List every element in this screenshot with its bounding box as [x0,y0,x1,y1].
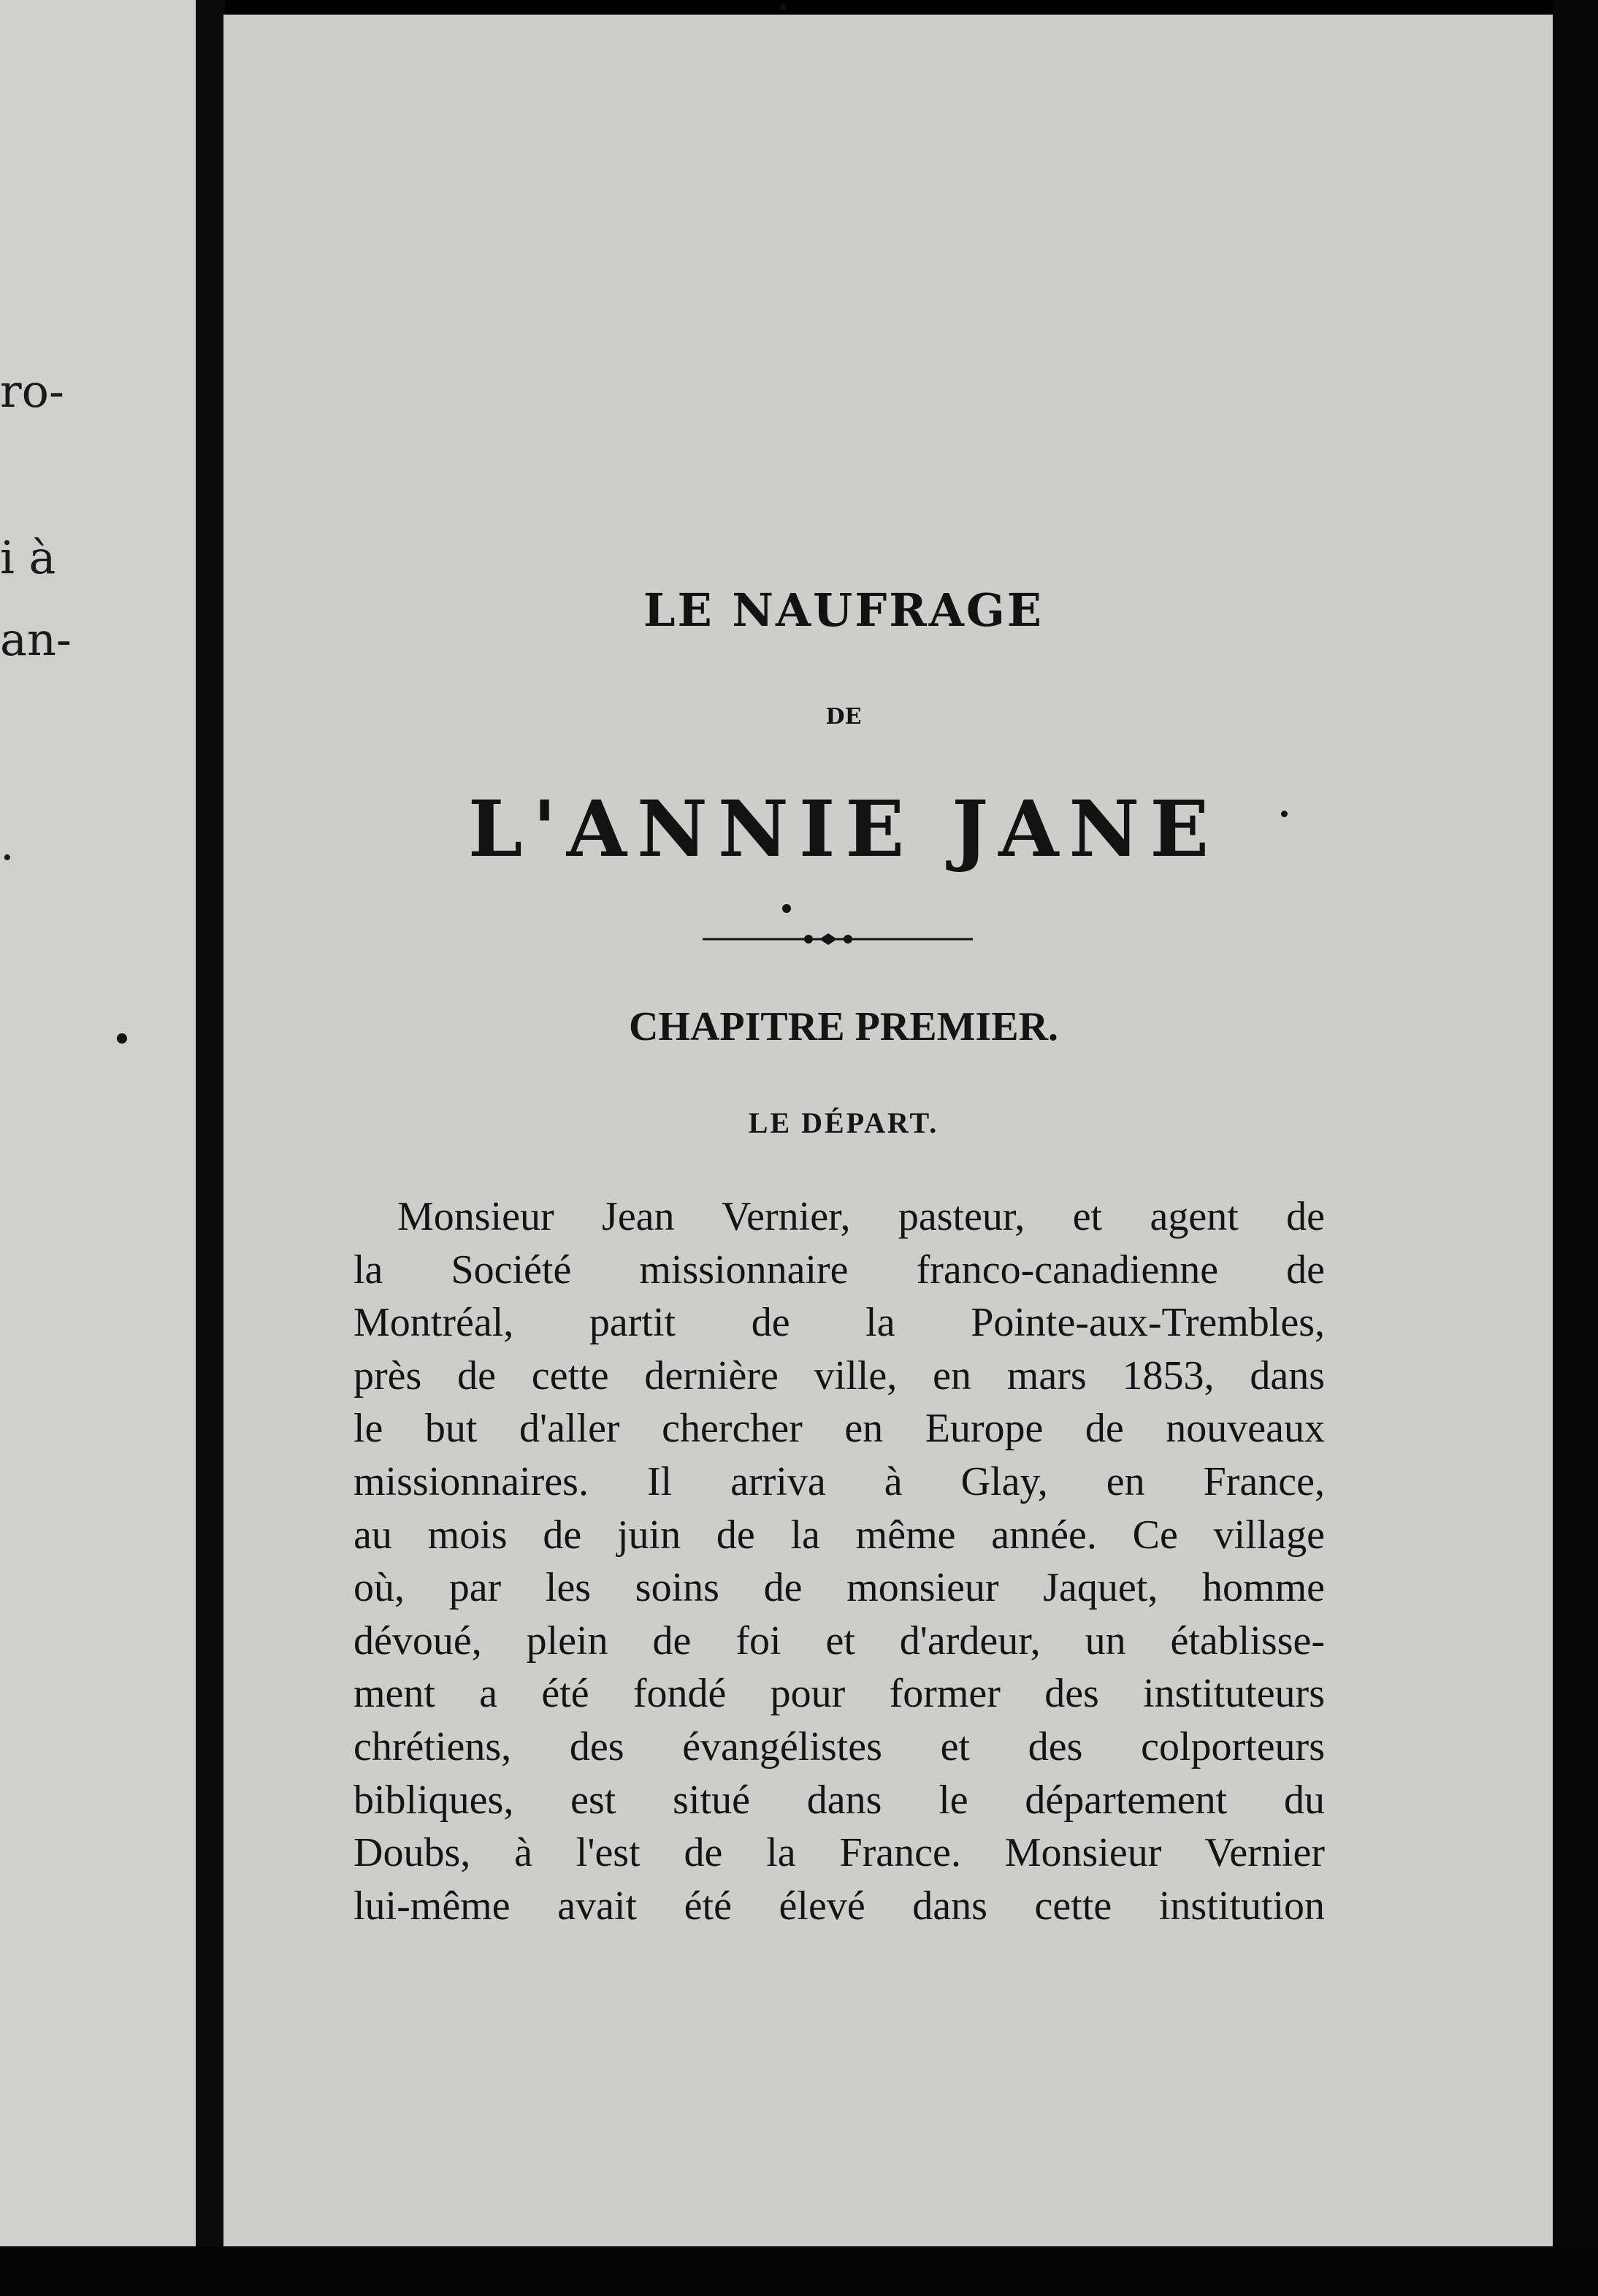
ink-speck [780,4,786,10]
paragraph-line: ment a été fondé pour former des instituteurs [353,1671,1325,1717]
main-title: L'ANNIE JANE [467,783,1220,874]
paragraph-line: Doubs, à l'est de la France. Monsieur Vernier [353,1830,1325,1876]
left-page-fragment: i à [0,531,56,584]
paragraph-line: lui-même avait été élevé dans cette institution [353,1883,1325,1929]
left-page-strip [0,0,196,2246]
binding-gutter [196,0,225,2296]
ornament-diamond [819,933,837,945]
ink-speck [117,1033,127,1044]
ornament-dot [804,935,813,944]
paragraph-line: chrétiens, des évangélistes et des colporteurs [353,1723,1325,1769]
paragraph-line: dévoué, plein de foi et d'ardeur, un établisse- [353,1618,1325,1664]
page-bottom-edge [0,2246,1598,2296]
title-de: DE [825,704,862,730]
paragraph-line: la Société missionnaire franco-canadienne de [353,1247,1325,1293]
body-paragraph [353,1190,1325,1932]
section-heading: LE DÉPART. [748,1106,939,1139]
ornament-dot [844,935,852,944]
paragraph-line: bibliques, est situé dans le département du [353,1777,1325,1823]
paragraph-line: Montréal, partit de la Pointe-aux-Trembles, [353,1300,1325,1346]
ornament-dot [782,904,791,913]
left-page-fragment: . [0,817,15,870]
left-page-fragment: ro- [0,364,64,418]
paragraph-line: près de cette dernière ville, en mars 1853, dans [353,1352,1325,1398]
paragraph-line: où, par les soins de monsieur Jaquet, homme [353,1565,1325,1611]
paragraph-line: missionnaires. Il arriva à Glay, en France, [353,1458,1325,1504]
chapter-heading: CHAPITRE PREMIER. [628,1004,1059,1049]
left-page-fragment: an- [0,613,72,666]
paragraph-line: au mois de juin de la même année. Ce village [353,1512,1325,1558]
paragraph-line: le but d'aller chercher en Europe de nouveaux [353,1406,1325,1452]
title-line-1: LE NAUFRAGE [643,583,1044,637]
page-right-edge [1553,0,1598,2296]
ornamental-rule [703,900,973,958]
paragraph-line: Monsieur Jean Vernier, pasteur, et agent de [397,1194,1325,1239]
